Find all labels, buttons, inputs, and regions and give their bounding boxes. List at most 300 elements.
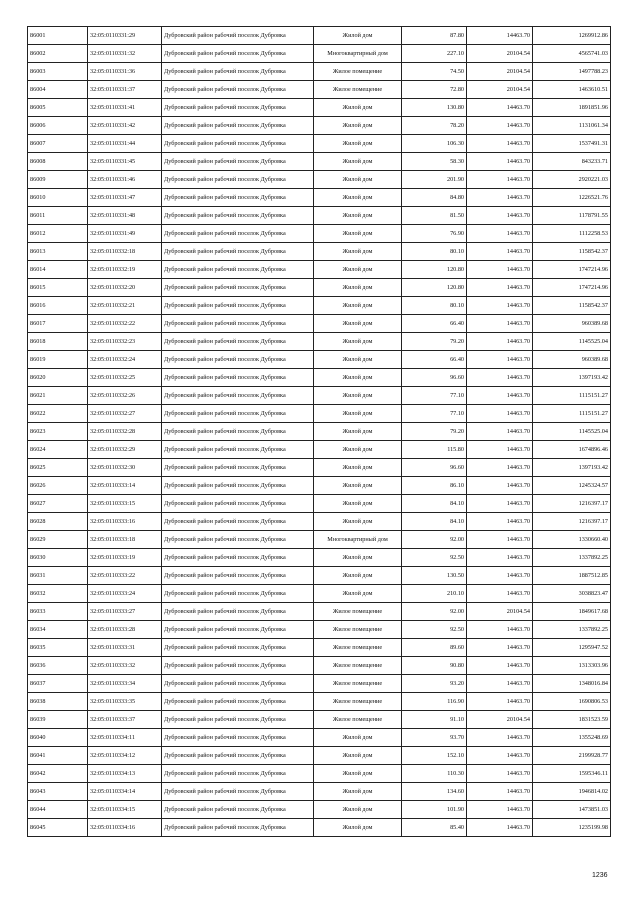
row-number-cell: 86025 xyxy=(28,459,88,477)
unit-rate-cell: 14463.70 xyxy=(467,495,533,513)
area-cell: 84.80 xyxy=(402,189,467,207)
object-type-cell: Многоквартирный дом xyxy=(314,531,402,549)
row-number-cell: 86016 xyxy=(28,297,88,315)
row-number-cell: 86012 xyxy=(28,225,88,243)
area-cell: 81.50 xyxy=(402,207,467,225)
unit-rate-cell: 14463.70 xyxy=(467,297,533,315)
row-number-cell: 86001 xyxy=(28,27,88,45)
object-type-cell: Жилое помещение xyxy=(314,603,402,621)
address-cell: Дубровский район рабочий поселок Дубровка xyxy=(162,297,314,315)
unit-rate-cell: 14463.70 xyxy=(467,117,533,135)
cadastral-number-cell: 32:05:0110333:27 xyxy=(88,603,162,621)
cadastral-number-cell: 32:05:0110333:24 xyxy=(88,585,162,603)
cadastral-value-cell: 1397193.42 xyxy=(533,369,611,387)
unit-rate-cell: 14463.70 xyxy=(467,477,533,495)
object-type-cell: Жилой дом xyxy=(314,549,402,567)
cadastral-value-cell: 1269912.86 xyxy=(533,27,611,45)
table-row xyxy=(28,747,611,765)
unit-rate-cell: 14463.70 xyxy=(467,27,533,45)
address-cell: Дубровский район рабочий поселок Дубровка xyxy=(162,423,314,441)
unit-rate-cell: 14463.70 xyxy=(467,207,533,225)
cadastral-value-cell: 1397193.42 xyxy=(533,459,611,477)
unit-rate-cell: 14463.70 xyxy=(467,513,533,531)
area-cell: 79.20 xyxy=(402,333,467,351)
object-type-cell: Жилой дом xyxy=(314,477,402,495)
cadastral-value-cell: 1158542.37 xyxy=(533,243,611,261)
cadastral-value-cell: 1115151.27 xyxy=(533,405,611,423)
area-cell: 110.30 xyxy=(402,765,467,783)
cadastral-number-cell: 32:05:0110331:44 xyxy=(88,135,162,153)
address-cell: Дубровский район рабочий поселок Дубровка xyxy=(162,387,314,405)
address-cell: Дубровский район рабочий поселок Дубровка xyxy=(162,189,314,207)
table-row xyxy=(28,369,611,387)
area-cell: 115.80 xyxy=(402,441,467,459)
address-cell: Дубровский район рабочий поселок Дубровка xyxy=(162,585,314,603)
table-row xyxy=(28,315,611,333)
unit-rate-cell: 14463.70 xyxy=(467,657,533,675)
cadastral-number-cell: 32:05:0110331:41 xyxy=(88,99,162,117)
area-cell: 78.20 xyxy=(402,117,467,135)
table-body xyxy=(28,27,611,837)
row-number-cell: 86002 xyxy=(28,45,88,63)
area-cell: 84.10 xyxy=(402,495,467,513)
table-row xyxy=(28,783,611,801)
cadastral-value-cell: 1337892.25 xyxy=(533,549,611,567)
table-row xyxy=(28,765,611,783)
area-cell: 76.90 xyxy=(402,225,467,243)
object-type-cell: Жилое помещение xyxy=(314,639,402,657)
cadastral-value-cell: 1355248.69 xyxy=(533,729,611,747)
cadastral-number-cell: 32:05:0110332:21 xyxy=(88,297,162,315)
area-cell: 120.80 xyxy=(402,261,467,279)
object-type-cell: Жилой дом xyxy=(314,315,402,333)
address-cell: Дубровский район рабочий поселок Дубровка xyxy=(162,783,314,801)
address-cell: Дубровский район рабочий поселок Дубровка xyxy=(162,369,314,387)
row-number-cell: 86005 xyxy=(28,99,88,117)
object-type-cell: Жилой дом xyxy=(314,351,402,369)
row-number-cell: 86019 xyxy=(28,351,88,369)
unit-rate-cell: 14463.70 xyxy=(467,621,533,639)
unit-rate-cell: 14463.70 xyxy=(467,459,533,477)
table-row xyxy=(28,603,611,621)
unit-rate-cell: 14463.70 xyxy=(467,423,533,441)
unit-rate-cell: 14463.70 xyxy=(467,351,533,369)
object-type-cell: Жилой дом xyxy=(314,729,402,747)
address-cell: Дубровский район рабочий поселок Дубровка xyxy=(162,207,314,225)
cadastral-value-cell: 1235199.98 xyxy=(533,819,611,837)
address-cell: Дубровский район рабочий поселок Дубровка xyxy=(162,351,314,369)
unit-rate-cell: 14463.70 xyxy=(467,819,533,837)
address-cell: Дубровский район рабочий поселок Дубровка xyxy=(162,711,314,729)
area-cell: 101.90 xyxy=(402,801,467,819)
cadastral-number-cell: 32:05:0110333:37 xyxy=(88,711,162,729)
object-type-cell: Жилое помещение xyxy=(314,63,402,81)
area-cell: 84.10 xyxy=(402,513,467,531)
row-number-cell: 86039 xyxy=(28,711,88,729)
address-cell: Дубровский район рабочий поселок Дубровка xyxy=(162,441,314,459)
cadastral-value-cell: 843233.71 xyxy=(533,153,611,171)
row-number-cell: 86045 xyxy=(28,819,88,837)
row-number-cell: 86003 xyxy=(28,63,88,81)
area-cell: 96.60 xyxy=(402,459,467,477)
object-type-cell: Многоквартирный дом xyxy=(314,45,402,63)
table-row xyxy=(28,279,611,297)
row-number-cell: 86031 xyxy=(28,567,88,585)
address-cell: Дубровский район рабочий поселок Дубровка xyxy=(162,747,314,765)
unit-rate-cell: 14463.70 xyxy=(467,171,533,189)
area-cell: 66.40 xyxy=(402,351,467,369)
row-number-cell: 86022 xyxy=(28,405,88,423)
object-type-cell: Жилой дом xyxy=(314,225,402,243)
cadastral-value-cell: 1145525.04 xyxy=(533,423,611,441)
address-cell: Дубровский район рабочий поселок Дубровка xyxy=(162,513,314,531)
area-cell: 79.20 xyxy=(402,423,467,441)
cadastral-number-cell: 32:05:0110331:47 xyxy=(88,189,162,207)
cadastral-number-cell: 32:05:0110331:36 xyxy=(88,63,162,81)
cadastral-number-cell: 32:05:0110332:25 xyxy=(88,369,162,387)
object-type-cell: Жилой дом xyxy=(314,495,402,513)
cadastral-number-cell: 32:05:0110334:15 xyxy=(88,801,162,819)
cadastral-number-cell: 32:05:0110333:32 xyxy=(88,657,162,675)
object-type-cell: Жилой дом xyxy=(314,333,402,351)
unit-rate-cell: 14463.70 xyxy=(467,135,533,153)
row-number-cell: 86042 xyxy=(28,765,88,783)
address-cell: Дубровский район рабочий поселок Дубровка xyxy=(162,819,314,837)
object-type-cell: Жилое помещение xyxy=(314,675,402,693)
cadastral-number-cell: 32:05:0110333:18 xyxy=(88,531,162,549)
cadastral-number-cell: 32:05:0110331:42 xyxy=(88,117,162,135)
address-cell: Дубровский район рабочий поселок Дубровка xyxy=(162,81,314,99)
cadastral-value-cell: 1595346.11 xyxy=(533,765,611,783)
object-type-cell: Жилой дом xyxy=(314,369,402,387)
cadastral-value-cell: 960389.68 xyxy=(533,315,611,333)
cadastral-value-cell: 1690806.53 xyxy=(533,693,611,711)
page-number: 1236 xyxy=(592,872,608,879)
area-cell: 93.20 xyxy=(402,675,467,693)
cadastral-number-cell: 32:05:0110334:11 xyxy=(88,729,162,747)
table-row xyxy=(28,333,611,351)
cadastral-value-cell: 1463610.51 xyxy=(533,81,611,99)
cadastral-number-cell: 32:05:0110332:19 xyxy=(88,261,162,279)
object-type-cell: Жилой дом xyxy=(314,243,402,261)
cadastral-number-cell: 32:05:0110331:29 xyxy=(88,27,162,45)
object-type-cell: Жилой дом xyxy=(314,99,402,117)
cadastral-number-cell: 32:05:0110332:27 xyxy=(88,405,162,423)
cadastral-number-cell: 32:05:0110331:37 xyxy=(88,81,162,99)
row-number-cell: 86040 xyxy=(28,729,88,747)
cadastral-number-cell: 32:05:0110332:29 xyxy=(88,441,162,459)
area-cell: 85.40 xyxy=(402,819,467,837)
unit-rate-cell: 14463.70 xyxy=(467,99,533,117)
cadastral-value-cell: 960389.68 xyxy=(533,351,611,369)
address-cell: Дубровский район рабочий поселок Дубровка xyxy=(162,477,314,495)
unit-rate-cell: 14463.70 xyxy=(467,333,533,351)
row-number-cell: 86034 xyxy=(28,621,88,639)
object-type-cell: Жилой дом xyxy=(314,297,402,315)
table-row xyxy=(28,567,611,585)
row-number-cell: 86020 xyxy=(28,369,88,387)
area-cell: 91.10 xyxy=(402,711,467,729)
area-cell: 86.10 xyxy=(402,477,467,495)
property-register-table xyxy=(27,26,611,837)
unit-rate-cell: 14463.70 xyxy=(467,639,533,657)
row-number-cell: 86032 xyxy=(28,585,88,603)
unit-rate-cell: 20104.54 xyxy=(467,45,533,63)
unit-rate-cell: 14463.70 xyxy=(467,549,533,567)
object-type-cell: Жилой дом xyxy=(314,747,402,765)
row-number-cell: 86004 xyxy=(28,81,88,99)
table-row xyxy=(28,153,611,171)
area-cell: 92.50 xyxy=(402,621,467,639)
table-row xyxy=(28,477,611,495)
address-cell: Дубровский район рабочий поселок Дубровка xyxy=(162,63,314,81)
area-cell: 90.80 xyxy=(402,657,467,675)
address-cell: Дубровский район рабочий поселок Дубровка xyxy=(162,171,314,189)
table-row xyxy=(28,387,611,405)
object-type-cell: Жилой дом xyxy=(314,423,402,441)
area-cell: 92.50 xyxy=(402,549,467,567)
table-row xyxy=(28,243,611,261)
table-row xyxy=(28,99,611,117)
object-type-cell: Жилой дом xyxy=(314,405,402,423)
cadastral-value-cell: 3038823.47 xyxy=(533,585,611,603)
table-row xyxy=(28,711,611,729)
cadastral-number-cell: 32:05:0110333:31 xyxy=(88,639,162,657)
area-cell: 74.50 xyxy=(402,63,467,81)
row-number-cell: 86013 xyxy=(28,243,88,261)
object-type-cell: Жилой дом xyxy=(314,567,402,585)
table-row xyxy=(28,513,611,531)
cadastral-value-cell: 1226521.76 xyxy=(533,189,611,207)
unit-rate-cell: 14463.70 xyxy=(467,783,533,801)
cadastral-value-cell: 1131061.34 xyxy=(533,117,611,135)
unit-rate-cell: 14463.70 xyxy=(467,585,533,603)
cadastral-number-cell: 32:05:0110332:22 xyxy=(88,315,162,333)
cadastral-value-cell: 1348016.84 xyxy=(533,675,611,693)
row-number-cell: 86026 xyxy=(28,477,88,495)
cadastral-value-cell: 1831523.59 xyxy=(533,711,611,729)
cadastral-number-cell: 32:05:0110332:20 xyxy=(88,279,162,297)
cadastral-number-cell: 32:05:0110334:13 xyxy=(88,765,162,783)
table-row xyxy=(28,693,611,711)
address-cell: Дубровский район рабочий поселок Дубровка xyxy=(162,279,314,297)
cadastral-value-cell: 2199928.77 xyxy=(533,747,611,765)
cadastral-number-cell: 32:05:0110334:12 xyxy=(88,747,162,765)
cadastral-value-cell: 1747214.96 xyxy=(533,279,611,297)
cadastral-value-cell: 1946814.02 xyxy=(533,783,611,801)
address-cell: Дубровский район рабочий поселок Дубровка xyxy=(162,603,314,621)
row-number-cell: 86010 xyxy=(28,189,88,207)
table-row xyxy=(28,441,611,459)
unit-rate-cell: 20104.54 xyxy=(467,63,533,81)
address-cell: Дубровский район рабочий поселок Дубровка xyxy=(162,639,314,657)
cadastral-value-cell: 1158542.37 xyxy=(533,297,611,315)
area-cell: 152.10 xyxy=(402,747,467,765)
object-type-cell: Жилое помещение xyxy=(314,693,402,711)
cadastral-number-cell: 32:05:0110332:26 xyxy=(88,387,162,405)
row-number-cell: 86037 xyxy=(28,675,88,693)
table-row xyxy=(28,351,611,369)
object-type-cell: Жилой дом xyxy=(314,783,402,801)
unit-rate-cell: 14463.70 xyxy=(467,261,533,279)
table-row xyxy=(28,27,611,45)
object-type-cell: Жилой дом xyxy=(314,135,402,153)
table-row xyxy=(28,45,611,63)
row-number-cell: 86024 xyxy=(28,441,88,459)
area-cell: 93.70 xyxy=(402,729,467,747)
cadastral-value-cell: 2920221.03 xyxy=(533,171,611,189)
address-cell: Дубровский район рабочий поселок Дубровка xyxy=(162,657,314,675)
row-number-cell: 86030 xyxy=(28,549,88,567)
object-type-cell: Жилой дом xyxy=(314,765,402,783)
object-type-cell: Жилой дом xyxy=(314,279,402,297)
row-number-cell: 86044 xyxy=(28,801,88,819)
address-cell: Дубровский район рабочий поселок Дубровка xyxy=(162,405,314,423)
address-cell: Дубровский район рабочий поселок Дубровка xyxy=(162,531,314,549)
area-cell: 96.60 xyxy=(402,369,467,387)
table-row xyxy=(28,549,611,567)
row-number-cell: 86021 xyxy=(28,387,88,405)
address-cell: Дубровский район рабочий поселок Дубровка xyxy=(162,153,314,171)
cadastral-value-cell: 1295947.52 xyxy=(533,639,611,657)
cadastral-number-cell: 32:05:0110331:49 xyxy=(88,225,162,243)
address-cell: Дубровский район рабочий поселок Дубровка xyxy=(162,333,314,351)
cadastral-value-cell: 1849617.68 xyxy=(533,603,611,621)
address-cell: Дубровский район рабочий поселок Дубровка xyxy=(162,225,314,243)
cadastral-value-cell: 1887512.85 xyxy=(533,567,611,585)
object-type-cell: Жилой дом xyxy=(314,27,402,45)
address-cell: Дубровский район рабочий поселок Дубровка xyxy=(162,45,314,63)
row-number-cell: 86036 xyxy=(28,657,88,675)
unit-rate-cell: 14463.70 xyxy=(467,387,533,405)
object-type-cell: Жилое помещение xyxy=(314,657,402,675)
address-cell: Дубровский район рабочий поселок Дубровка xyxy=(162,621,314,639)
object-type-cell: Жилой дом xyxy=(314,207,402,225)
cadastral-value-cell: 1674896.46 xyxy=(533,441,611,459)
object-type-cell: Жилой дом xyxy=(314,819,402,837)
object-type-cell: Жилое помещение xyxy=(314,711,402,729)
cadastral-value-cell: 1537491.31 xyxy=(533,135,611,153)
table-row xyxy=(28,225,611,243)
address-cell: Дубровский район рабочий поселок Дубровка xyxy=(162,243,314,261)
area-cell: 120.80 xyxy=(402,279,467,297)
cadastral-value-cell: 1891851.96 xyxy=(533,99,611,117)
area-cell: 210.10 xyxy=(402,585,467,603)
unit-rate-cell: 14463.70 xyxy=(467,693,533,711)
row-number-cell: 86014 xyxy=(28,261,88,279)
cadastral-value-cell: 4565741.03 xyxy=(533,45,611,63)
area-cell: 92.00 xyxy=(402,603,467,621)
row-number-cell: 86015 xyxy=(28,279,88,297)
table-row xyxy=(28,297,611,315)
row-number-cell: 86027 xyxy=(28,495,88,513)
area-cell: 92.00 xyxy=(402,531,467,549)
area-cell: 201.90 xyxy=(402,171,467,189)
object-type-cell: Жилой дом xyxy=(314,801,402,819)
cadastral-number-cell: 32:05:0110333:19 xyxy=(88,549,162,567)
unit-rate-cell: 14463.70 xyxy=(467,765,533,783)
object-type-cell: Жилой дом xyxy=(314,459,402,477)
area-cell: 80.10 xyxy=(402,297,467,315)
table-row xyxy=(28,621,611,639)
row-number-cell: 86023 xyxy=(28,423,88,441)
address-cell: Дубровский район рабочий поселок Дубровка xyxy=(162,117,314,135)
cadastral-number-cell: 32:05:0110333:14 xyxy=(88,477,162,495)
object-type-cell: Жилой дом xyxy=(314,189,402,207)
object-type-cell: Жилой дом xyxy=(314,513,402,531)
table-row xyxy=(28,207,611,225)
unit-rate-cell: 14463.70 xyxy=(467,189,533,207)
area-cell: 130.50 xyxy=(402,567,467,585)
address-cell: Дубровский район рабочий поселок Дубровка xyxy=(162,315,314,333)
cadastral-value-cell: 1337892.25 xyxy=(533,621,611,639)
cadastral-number-cell: 32:05:0110332:24 xyxy=(88,351,162,369)
area-cell: 58.30 xyxy=(402,153,467,171)
area-cell: 227.10 xyxy=(402,45,467,63)
area-cell: 87.80 xyxy=(402,27,467,45)
table-row xyxy=(28,801,611,819)
cadastral-number-cell: 32:05:0110332:18 xyxy=(88,243,162,261)
unit-rate-cell: 14463.70 xyxy=(467,315,533,333)
address-cell: Дубровский район рабочий поселок Дубровка xyxy=(162,495,314,513)
area-cell: 77.10 xyxy=(402,387,467,405)
cadastral-number-cell: 32:05:0110334:14 xyxy=(88,783,162,801)
cadastral-value-cell: 1747214.96 xyxy=(533,261,611,279)
unit-rate-cell: 14463.70 xyxy=(467,405,533,423)
unit-rate-cell: 14463.70 xyxy=(467,279,533,297)
table-row xyxy=(28,189,611,207)
row-number-cell: 86006 xyxy=(28,117,88,135)
cadastral-number-cell: 32:05:0110333:35 xyxy=(88,693,162,711)
area-cell: 130.80 xyxy=(402,99,467,117)
cadastral-number-cell: 32:05:0110331:46 xyxy=(88,171,162,189)
row-number-cell: 86041 xyxy=(28,747,88,765)
cadastral-number-cell: 32:05:0110334:16 xyxy=(88,819,162,837)
address-cell: Дубровский район рабочий поселок Дубровка xyxy=(162,549,314,567)
address-cell: Дубровский район рабочий поселок Дубровка xyxy=(162,261,314,279)
unit-rate-cell: 14463.70 xyxy=(467,153,533,171)
cadastral-value-cell: 1330660.40 xyxy=(533,531,611,549)
row-number-cell: 86029 xyxy=(28,531,88,549)
unit-rate-cell: 14463.70 xyxy=(467,369,533,387)
table-row xyxy=(28,405,611,423)
row-number-cell: 86007 xyxy=(28,135,88,153)
row-number-cell: 86028 xyxy=(28,513,88,531)
cadastral-number-cell: 32:05:0110333:22 xyxy=(88,567,162,585)
cadastral-value-cell: 1115151.27 xyxy=(533,387,611,405)
cadastral-number-cell: 32:05:0110333:28 xyxy=(88,621,162,639)
row-number-cell: 86009 xyxy=(28,171,88,189)
address-cell: Дубровский район рабочий поселок Дубровка xyxy=(162,675,314,693)
table-row xyxy=(28,531,611,549)
cadastral-number-cell: 32:05:0110331:45 xyxy=(88,153,162,171)
address-cell: Дубровский район рабочий поселок Дубровка xyxy=(162,693,314,711)
cadastral-number-cell: 32:05:0110332:23 xyxy=(88,333,162,351)
cadastral-value-cell: 1112258.53 xyxy=(533,225,611,243)
unit-rate-cell: 14463.70 xyxy=(467,531,533,549)
table-row xyxy=(28,81,611,99)
address-cell: Дубровский район рабочий поселок Дубровка xyxy=(162,459,314,477)
unit-rate-cell: 14463.70 xyxy=(467,441,533,459)
table-row xyxy=(28,117,611,135)
cadastral-value-cell: 1145525.04 xyxy=(533,333,611,351)
table-row xyxy=(28,63,611,81)
area-cell: 77.10 xyxy=(402,405,467,423)
row-number-cell: 86017 xyxy=(28,315,88,333)
table-row xyxy=(28,675,611,693)
cadastral-number-cell: 32:05:0110333:16 xyxy=(88,513,162,531)
row-number-cell: 86035 xyxy=(28,639,88,657)
